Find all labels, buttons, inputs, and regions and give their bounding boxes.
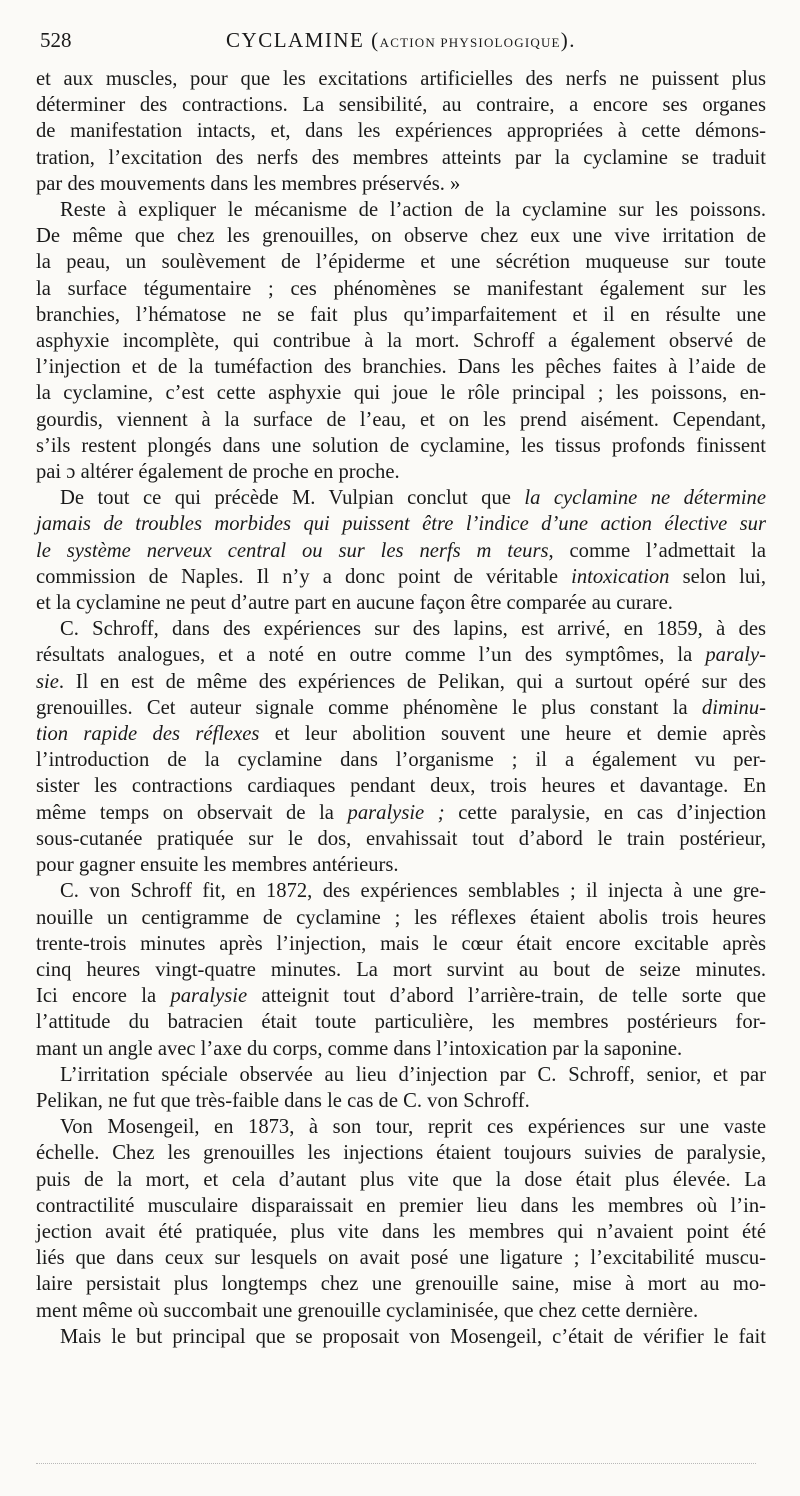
text: selon lui,: [669, 565, 766, 588]
text: cinq heures vingt-quatre minutes. La mort survint au bout de seize minutes.: [36, 958, 766, 981]
text-line: [36, 1193, 766, 1219]
text-line: [36, 171, 766, 197]
text: gourdis, viennent à la surface de l’eau, et on les prend aisément. Cependant,: [36, 408, 766, 431]
text: sous-cutanée pratiquée sur le dos, envahissait tout d’abord le train postérieur,: [36, 827, 766, 850]
text: et leur abolition souvent une heure et demie après: [259, 723, 766, 746]
text: la surface tégumentaire ; ces phénomènes se manifestant également sur les: [36, 277, 766, 300]
text-line: [36, 800, 766, 826]
text: nouille un centigramme de cyclamine ; les réflexes étaient abolis trois heures: [36, 906, 766, 929]
text: L’irritation spéciale observée au lieu d’injection par C. Schroff, senior, et par: [60, 1063, 766, 1086]
text: trente-trois minutes après l’injection, mais le cœur était encore excitable après: [36, 932, 766, 955]
text-line: [36, 1324, 766, 1350]
running-title-main: CYCLAMINE (: [226, 28, 380, 52]
text: De même que chez les grenouilles, on observe chez eux une vive irritation de: [36, 225, 766, 248]
text-line: [36, 1114, 766, 1140]
italic-text: jamais de troubles morbides qui puissent être l’indice d’une action élective sur: [36, 513, 766, 536]
text-line: [36, 983, 766, 1009]
text-line: [36, 669, 766, 695]
italic-text: sie: [36, 670, 59, 693]
text-line: [36, 145, 766, 171]
text: laire persistait plus longtemps chez une grenouille saine, mise à mort au mo-: [36, 1273, 766, 1296]
text-line: [36, 538, 766, 564]
text-line: [36, 328, 766, 354]
text-line: [36, 1271, 766, 1297]
text: et la cyclamine ne peut d’autre part en aucune façon être comparée au curare.: [36, 592, 673, 615]
text: déterminer des contractions. La sensibilité, au contraire, a encore ses organes: [36, 94, 766, 117]
italic-text: le système nerveux central ou sur les nerfs m teurs: [36, 539, 549, 562]
text: sister les contractions cardiaques pendant deux, trois heures et davantage. En: [36, 775, 766, 798]
italic-text: paralysie: [170, 985, 248, 1008]
text: même temps on observait de la: [36, 801, 348, 824]
text-line: [36, 852, 766, 878]
text-line: [36, 905, 766, 931]
text: par des mouvements dans les membres préservés. »: [36, 172, 461, 195]
text: Reste à expliquer le mécanisme de l’action de la cyclamine sur les poissons.: [60, 199, 766, 222]
italic-text: intoxication: [571, 565, 670, 588]
text: Pelikan, ne fut que très-faible dans le cas de C. von Schroff.: [36, 1089, 530, 1112]
running-title: [40, 28, 762, 53]
text: la peau, un soulèvement de l’épiderme et une sécrétion muqueuse sur toute: [36, 251, 766, 274]
text-line: [36, 249, 766, 275]
text-line: [36, 590, 766, 616]
text: jection avait été pratiquée, plus vite dans les membres qui n’avaient point été: [36, 1220, 766, 1243]
text-line: [36, 642, 766, 668]
text: asphyxie incomplète, qui contribue à la mort. Schroff a également observé de: [36, 330, 766, 353]
text: mant un angle avec l’axe du corps, comme dans l’intoxication par la saponine.: [36, 1037, 683, 1060]
running-title-small-caps: ACTION PHYSIOLOGIQUE: [379, 35, 561, 50]
text: résultats analogues, et a noté en outre comme l’un des symptômes, la: [36, 644, 706, 667]
text: atteignit tout d’abord l’arrière-train, de telle sorte que: [247, 985, 766, 1008]
text: l’attitude du batracien était toute particulière, les membres postérieurs for-: [36, 1011, 766, 1034]
text-line: [36, 92, 766, 118]
text: pour gagner ensuite les membres antérieurs.: [36, 854, 399, 877]
text-line: [36, 407, 766, 433]
text-line: [36, 564, 766, 590]
text: branchies, l’hématose ne se fait plus qu’imparfaitement et il en résulte une: [36, 303, 766, 326]
text-line: [36, 459, 766, 485]
text-line: [36, 1088, 766, 1114]
text-line: [36, 616, 766, 642]
text: , comme l’admettait la: [548, 539, 766, 562]
italic-text: la cyclamine ne détermine: [524, 487, 766, 510]
text-line: [36, 931, 766, 957]
italic-text: diminu-: [701, 696, 766, 719]
text-line: [36, 695, 766, 721]
text-line: [36, 197, 766, 223]
text: contractilité musculaire disparaissait en premier lieu dans les membres où l’in-: [36, 1194, 766, 1217]
footer-rule: [36, 1463, 756, 1464]
text-line: [36, 354, 766, 380]
text-line: [36, 1140, 766, 1166]
text-line: [36, 1036, 766, 1062]
text: De tout ce qui précède M. Vulpian conclut que: [60, 487, 525, 510]
italic-text: tion rapide des réflexes: [36, 723, 260, 746]
text: C. Schroff, dans des expériences sur des lapins, est arrivé, en 1859, à des: [60, 618, 766, 641]
text-line: [36, 1219, 766, 1245]
text: de manifestation intacts, et, dans les expériences appropriées à cette démons-: [36, 120, 766, 143]
text: Mais le but principal que se proposait von Mosengeil, c’était de vérifier le fait: [60, 1325, 766, 1348]
text: ment même où succombait une grenouille cyclaminisée, que chez cette dernière.: [36, 1299, 699, 1322]
text-line: [36, 878, 766, 904]
text-line: [36, 511, 766, 537]
text-line: [36, 721, 766, 747]
text: commission de Naples. Il n’y a donc point de véritable: [36, 565, 572, 588]
running-header: [40, 28, 762, 58]
text: échelle. Chez les grenouilles les injections étaient toujours suivies de paralysie,: [36, 1142, 766, 1165]
text-line: [36, 433, 766, 459]
text: puis de la mort, et cela d’autant plus vite que la dose était plus élevée. La: [36, 1168, 766, 1191]
text-line: [36, 826, 766, 852]
text: C. von Schroff fit, en 1872, des expériences semblables ; il injecta à une gre-: [60, 880, 766, 903]
text-line: [36, 1245, 766, 1271]
text: l’introduction de la cyclamine dans l’organisme ; il a également vu per-: [36, 749, 766, 772]
text-line: [36, 773, 766, 799]
text: liés que dans ceux sur lesquels on avait posé une ligature ; l’excitabilité muscu-: [36, 1247, 766, 1270]
text: . Il en est de même des expériences de Pelikan, qui a surtout opéré sur des: [58, 670, 766, 693]
text: et aux muscles, pour que les excitations artificielles des nerfs ne puissent plus: [36, 68, 766, 90]
text: cette paralysie, en cas d’injection: [444, 801, 767, 824]
running-title-close: ).: [560, 28, 576, 52]
text-line: [36, 1167, 766, 1193]
text: tration, l’excitation des nerfs des membres atteints par la cyclamine se traduit: [36, 146, 766, 169]
text: Ici encore la: [36, 985, 171, 1008]
text-line: [36, 957, 766, 983]
text: grenouilles. Cet auteur signale comme phénomène le plus constant la: [36, 696, 702, 719]
text: la cyclamine, c’est cette asphyxie qui joue le rôle principal ; les poissons, en-: [36, 382, 766, 405]
italic-text: paraly-: [705, 644, 766, 667]
text-line: [36, 223, 766, 249]
text: pai ɔ altérer également de proche en proche.: [36, 461, 400, 484]
text-line: [36, 118, 766, 144]
text: s’ils restent plongés dans une solution de cyclamine, les tissus profonds finissent: [36, 434, 766, 457]
text-line: [36, 747, 766, 773]
italic-text: paralysie ;: [347, 801, 445, 824]
text-line: [36, 1009, 766, 1035]
text: l’injection et de la tuméfaction des branchies. Dans les pêches faites à l’aide de: [36, 356, 766, 379]
text-line: [36, 276, 766, 302]
text-line: [36, 1062, 766, 1088]
text-line: [36, 380, 766, 406]
text-line: [36, 66, 766, 92]
text: Von Mosengeil, en 1873, à son tour, reprit ces expériences sur une vaste: [60, 1116, 766, 1139]
text-line: [36, 302, 766, 328]
page-number: 528: [40, 28, 72, 52]
text-line: [36, 485, 766, 511]
text-line: [36, 1298, 766, 1324]
body-text: [36, 66, 766, 1350]
